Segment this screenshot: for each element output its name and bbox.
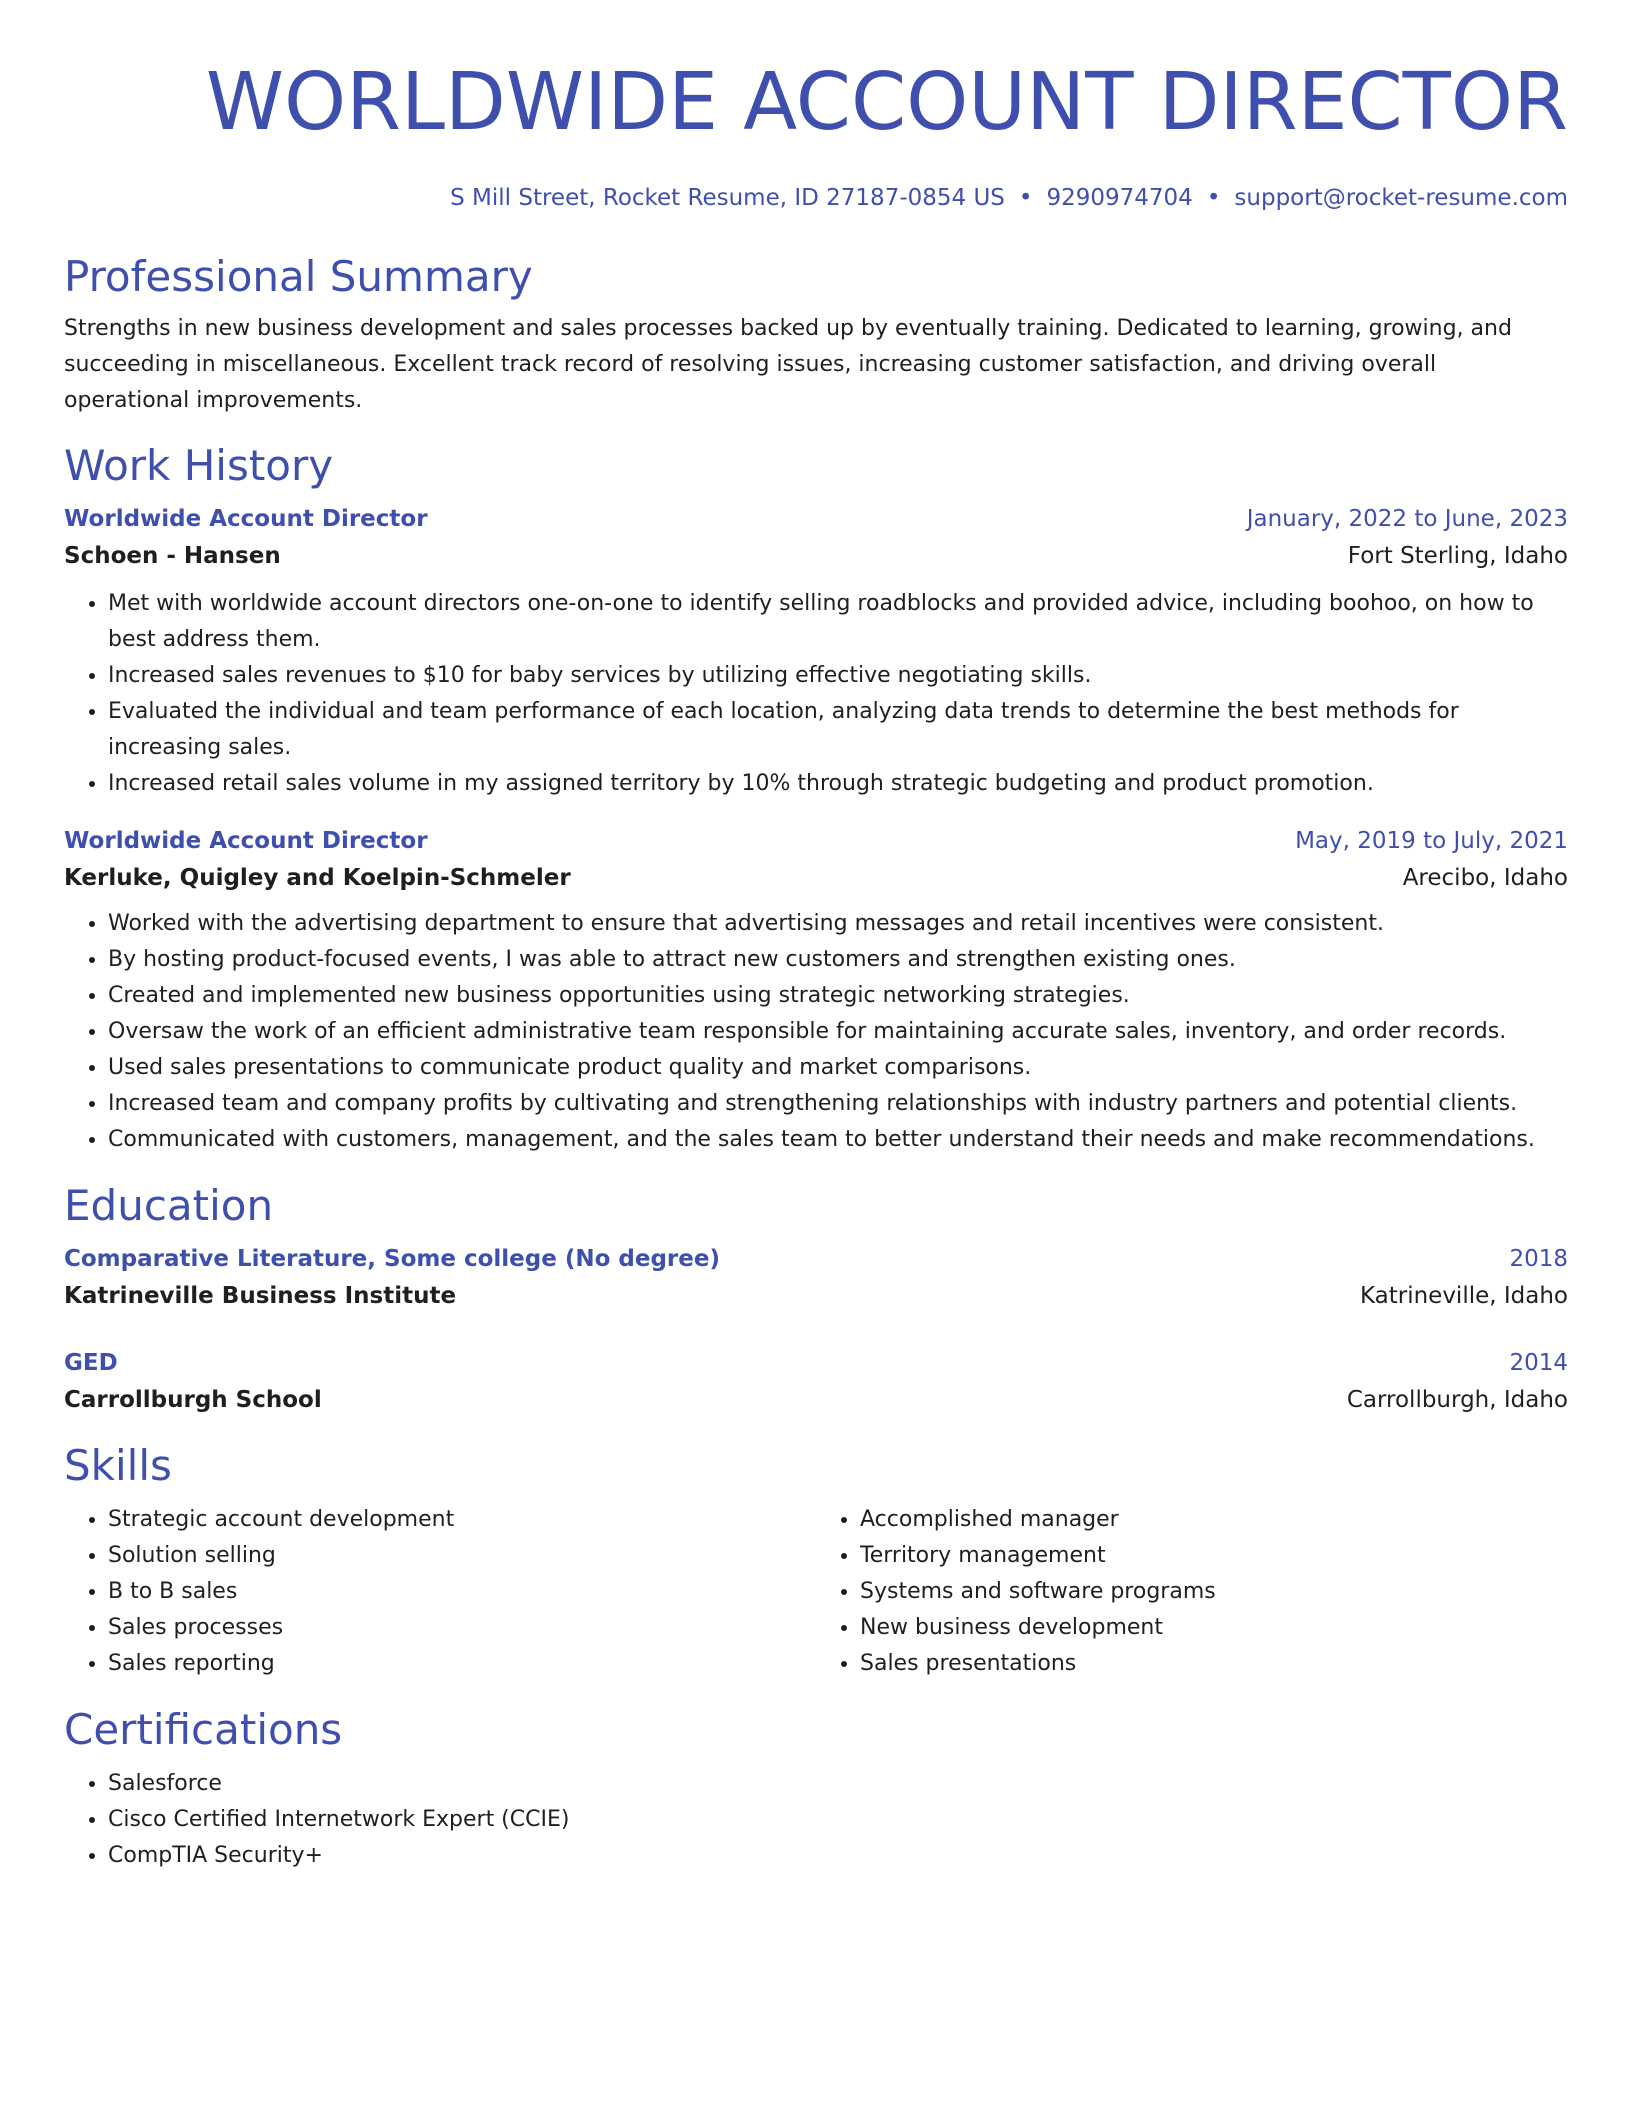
education-degree: Comparative Literature, Some college (No degree) [64,1246,720,1272]
certifications-list [64,1766,1568,1874]
education-entry [64,1346,1568,1420]
job-bullet: • Met with worldwide account directors one-on-one to identify selling roadblocks and provided advice, including boohoo, on how to best address them. [108,586,1568,658]
job-header [64,824,1568,858]
job-bullet-list [64,906,1568,1158]
certification-item: • CompTIA Security+ [108,1838,1568,1874]
job-bullet: • Evaluated the individual and team performance of each location, analyzing data trends to determine the best methods for increasing sales. [108,694,1568,766]
skills-list-right [816,1502,1568,1682]
skill-item: • New business development [860,1610,1568,1646]
skills-list-left [64,1502,816,1682]
skills-columns [64,1502,1568,1682]
skill-item: • Accomplished manager [860,1502,1568,1538]
skill-item: • Systems and software programs [860,1574,1568,1610]
contact-email: support@rocket-resume.com [1234,185,1568,211]
job-entry [64,502,1568,802]
education-entry [64,1242,1568,1316]
education-school-row [64,1276,1568,1316]
certification-item: • Cisco Certified Internetwork Expert (CCIE) [108,1802,1568,1838]
skill-item: • Sales reporting [108,1646,816,1682]
job-bullet: • By hosting product-focused events, I was able to attract new customers and strengthen existing ones. [108,942,1568,978]
education-year: 2018 [1509,1246,1568,1272]
contact-separator: • [1206,185,1221,211]
contact-phone: 9290974704 [1046,185,1193,211]
education-school: Carrollburgh School [64,1387,322,1413]
section-title-certifications: Certifications [64,1705,343,1754]
education-location: Katrineville, Idaho [1359,1283,1568,1309]
job-entry [64,824,1568,1158]
job-company: Schoen - Hansen [64,543,281,569]
contact-address: S Mill Street, Rocket Resume, ID 27187-0854 US [450,185,1005,211]
resume-name-title: WORLDWIDE ACCOUNT DIRECTOR [205,56,1568,148]
skill-item: • Territory management [860,1538,1568,1574]
skill-item: • Solution selling [108,1538,816,1574]
job-bullet: • Created and implemented new business opportunities using strategic networking strategies. [108,978,1568,1014]
job-bullet: • Increased retail sales volume in my assigned territory by 10% through strategic budgeting and product promotion. [108,766,1568,802]
job-dates: January, 2022 to June, 2023 [1246,506,1568,532]
education-school: Katrineville Business Institute [64,1283,457,1309]
skill-item: • Strategic account development [108,1502,816,1538]
job-bullet-list [64,586,1568,802]
section-title-education: Education [64,1181,274,1230]
job-title: Worldwide Account Director [64,506,428,532]
education-school-row [64,1380,1568,1420]
section-title-work-history: Work History [64,441,334,490]
job-company: Kerluke, Quigley and Koelpin-Schmeler [64,865,571,891]
job-bullet: • Increased team and company profits by cultivating and strengthening relationships with industry partners and potential clients. [108,1086,1568,1122]
job-bullet: • Used sales presentations to communicate product quality and market comparisons. [108,1050,1568,1086]
contact-separator: • [1018,185,1033,211]
certification-item: • Salesforce [108,1766,1568,1802]
job-bullet: • Increased sales revenues to $10 for baby services by utilizing effective negotiating skills. [108,658,1568,694]
education-location: Carrollburgh, Idaho [1346,1387,1568,1413]
skill-item: • Sales presentations [860,1646,1568,1682]
job-bullet: • Worked with the advertising department to ensure that advertising messages and retail incentives were consistent. [108,906,1568,942]
section-title-summary: Professional Summary [64,252,533,301]
job-title: Worldwide Account Director [64,828,428,854]
job-bullet: • Oversaw the work of an efficient administrative team responsible for maintaining accurate sales, inventory, and order records. [108,1014,1568,1050]
education-degree: GED [64,1350,118,1376]
section-title-skills: Skills [64,1441,172,1490]
contact-line [64,180,1568,216]
skill-item: • Sales processes [108,1610,816,1646]
job-dates: May, 2019 to July, 2021 [1295,828,1568,854]
skill-item: • B to B sales [108,1574,816,1610]
job-header [64,502,1568,536]
job-company-row [64,858,1568,898]
job-location: Arecibo, Idaho [1402,865,1568,891]
education-header [64,1242,1568,1276]
job-company-row [64,536,1568,576]
job-bullet: • Communicated with customers, management, and the sales team to better understand their needs and make recommendations. [108,1122,1568,1158]
job-location: Fort Sterling, Idaho [1347,543,1568,569]
education-header [64,1346,1568,1380]
summary-text: Strengths in new business development and sales processes backed up by eventually training. Dedicated to learning, growing, and succeeding in miscellaneous. Excellent track record of resolving issues, increasing customer satisfaction, and driving overall operational improvements. [64,316,1512,413]
education-year: 2014 [1509,1350,1568,1376]
